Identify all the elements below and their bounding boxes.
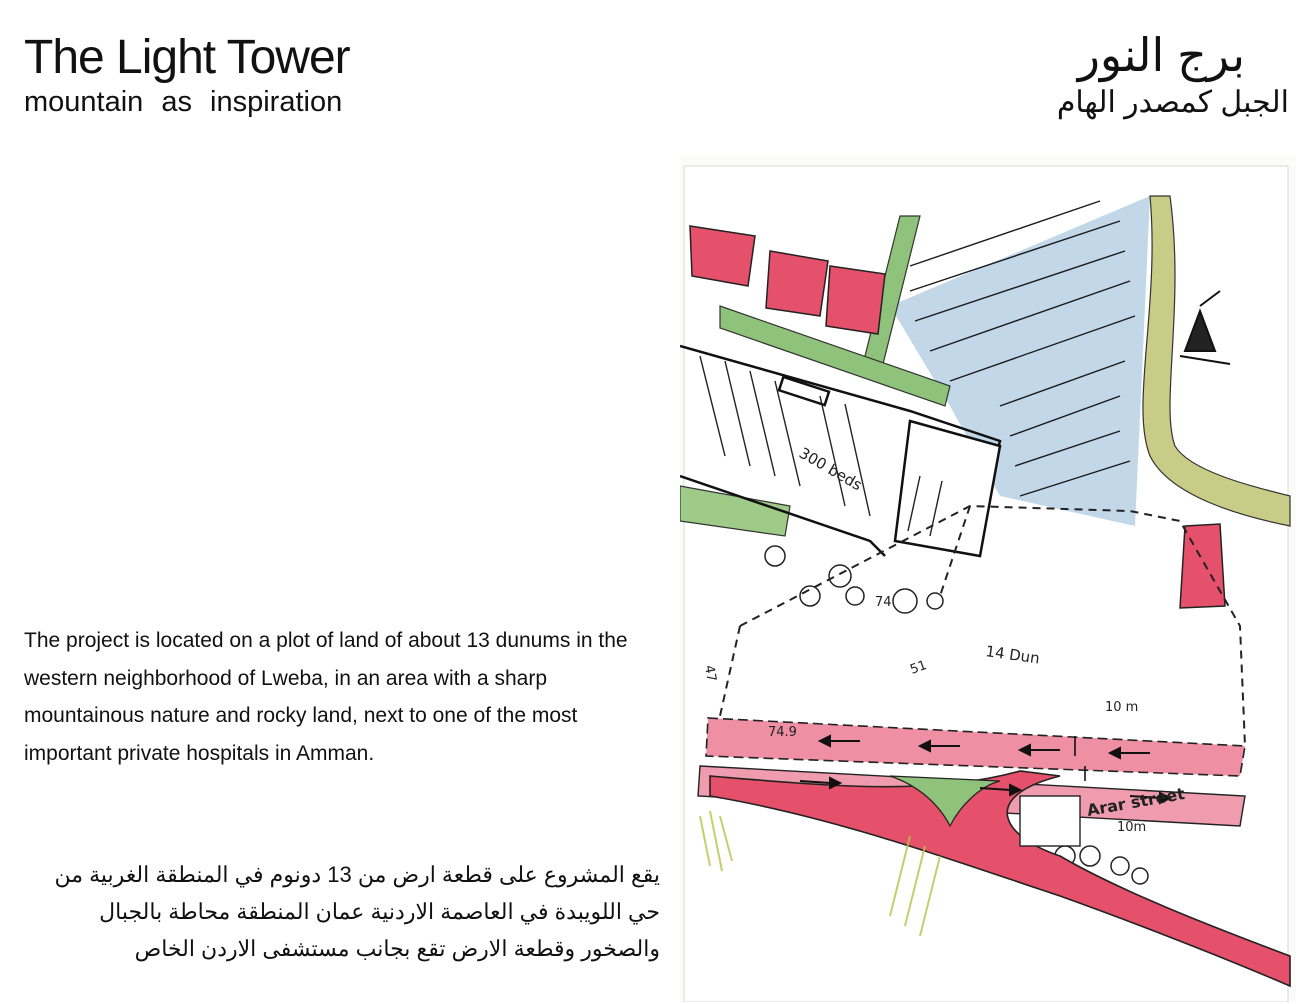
page-subtitle-en: mountain as inspiration [24,86,343,118]
road-width-bottom-label: 10m [1117,820,1147,835]
level-47-label: 47 [701,664,719,683]
page-title-en: The Light Tower [24,31,350,84]
beds-label: 300 beds [796,443,866,495]
street-name-label: Arar street [1085,784,1187,820]
description-ar: يقع المشروع على قطعة ارض من 13 دونوم في المنطقة الغربية من حي اللويبدة في العاصمة الاردنية عمان المنطقة محاطة بالجبال والصخور وقطعة الارض تقع بجانب مستشفى الاردن الخاص [54,862,660,961]
level-51-label: 51 [908,658,929,678]
road-width-top-label: 10 m [1105,700,1139,715]
page-title-ar: برج النور [1077,29,1245,81]
plot-area-label: 14 Dun [984,642,1041,668]
description-en: The project is located on a plot of land of about 13 dunums in the western neighborhood of Lweba, in an area with a sharp mountainous nature and rocky land, next to one of the most important private hospitals in Amman. [24,629,628,765]
level-749-label: 74.9 [768,725,797,740]
page-subtitle-ar: الجبل كمصدر الهام [1056,86,1289,119]
site-sketch [680,156,1296,1002]
level-74-label: 74 [875,595,892,610]
